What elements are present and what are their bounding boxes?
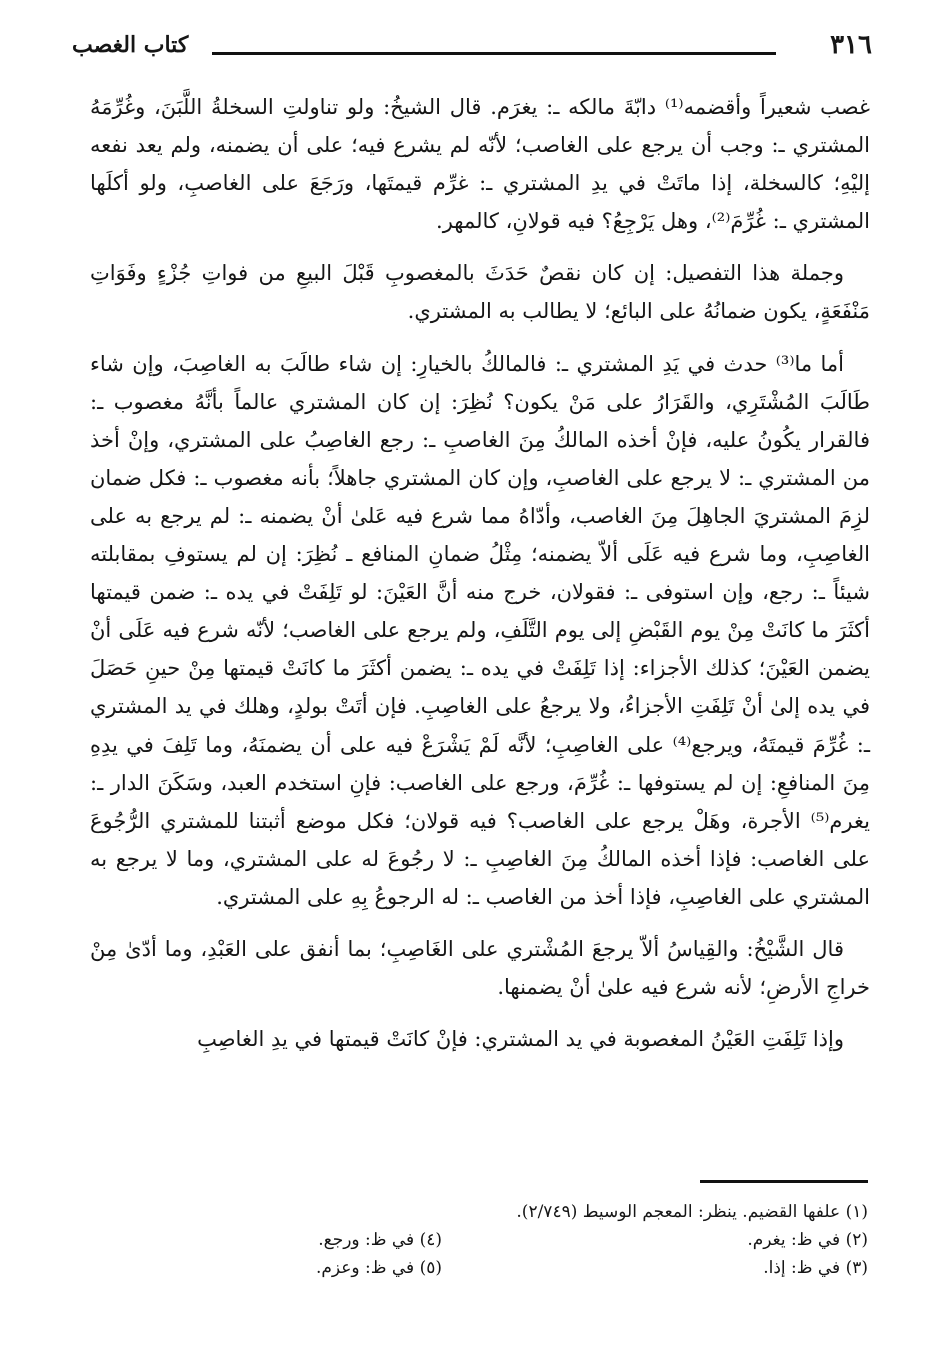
paragraph-2: وجملة هذا التفصيل: إن كان نقصٌ حَدَثَ بالمغصوبِ قَبْلَ البيعِ من فواتِ جُزْءٍ وفَوَاتِ مَنْفَعَةٍ، يكون ضمانُهُ على البائع؛ لا يطالب به المشتري. <box>90 261 870 324</box>
paragraph-1: غصب شعيراً وأقضمه⁽¹⁾ دابّةَ مالكه ـ: يغرَم. قال الشيخُ: ولو تناولتِ السخلةُ اللَّبَنَ، وغُرِّمَهُ المشتري ـ: وجب أن يرجع على الغاصب؛ لأنّه لم يشرع فيه؛ على أن يضمنه، ولم يعد نفعه إليْهِ؛ كالسخلة، إذا ماتَتْ في يدِ المشتري ـ: غرِّم قيمتَها، ورَجَعَ على الغاصبِ، ولو أكلَها المشتري ـ: غُرِّمَ⁽²⁾، وهل يَرْجِعُ؟ فيه قولانِ، كالمهر. <box>90 95 870 234</box>
footnote-rule <box>700 1180 868 1183</box>
main-text <box>90 88 870 1072</box>
page-number: ٣١٦ <box>830 30 872 60</box>
paragraph-3: أما ما⁽³⁾ حدث في يَدِ المشتري ـ: فالمالكُ بالخيارِ: إن شاء طالَبَ به الغاصِبَ، وإن شاء طَالَبَ المُشْتَرِي، والقَرَارُ على مَنْ يكون؟ نُظِرَ: إن كان المشتري عالماً بأنَّهُ مغصوب ـ: فالقرار يكُونُ عليه، فإنْ أخذه المالكُ مِنَ الغاصبِ ـ: رجع الغاصِبُ على المشتري، وإنْ أخذ من المشتري ـ: لا يرجع على الغاصبِ، وإن كان المشتري جاهلاً؛ بأنه مغصوب ـ: فكل ضمان لزِمَ المشتريَ الجاهِلَ مِنَ الغاصب، وأدّاهُ مما شرع فيه عَلىٰ أنْ يضمنه ـ: لم يرجع به على الغاصِبِ، وما شرع فيه عَلَى ألاّ يضمنه؛ مِثْلُ ضمانِ المنافع ـ نُظِرَ: إن لم يستوفِ بمقابلته شيئاً ـ: رجع، وإن استوفى ـ: فقولان، خرج منه أنَّ العَيْنَ: لو تَلِفَتْ في يده ـ: ضمن قيمتها أكثَرَ ما كانَتْ مِنْ يوم القَبْضِ إلى يوم التَّلَفِ، ولم يرجع على الغاصب؛ لأنّه شرع فيه عَلَى أنْ يضمن العَيْنَ؛ كذلك الأجزاء: إذا تَلِفَتْ في يده ـ: يضمن أكثَرَ ما كانَتْ قيمتها مِنْ حينِ حَصَلَ في يده إلىٰ أنْ تَلِفَتِ الأجزاءُ، ولا يرجعُ على الغاصِبِ. فإن أتَتْ بولدٍ، وهلك في يد المشتري ـ: غُرِّمَ قيمتَهُ، ويرجع⁽⁴⁾ على الغاصِبِ؛ لأنَّه لَمْ يَشْرَعْ فيه على أن يضمنَهُ، وما تَلِفَ في يدِهِ مِنَ المنافعِ: إن لم يستوفها ـ: غُرِّمَ، ورجع على الغاصب: فإنِ استخدم العبد، وسَكَنَ الدار ـ: يغرم⁽⁵⁾ الأجرة، وهَلْ يرجع على الغاصب؟ فيه قولان؛ فكل موضع أثبتنا للمشتري الرُّجُوعَ على الغاصب: فإذا أخذه المالكُ مِنَ الغاصِبِ ـ: لا رجُوعَ له على المشتري، وما لا يرجع به المشتري على الغاصِبِ، فإذا أخذ من الغاصب ـ: له الرجوعُ بِهِ على المشتري. <box>90 351 870 909</box>
footnotes-left-column <box>222 1226 442 1282</box>
header-rule <box>212 52 776 55</box>
footnote-3: (٣) في ظ: إذا. <box>763 1258 868 1278</box>
footnote-2: (٢) في ظ: يغرم. <box>747 1230 868 1250</box>
page-header <box>72 30 872 70</box>
footnote-5: (٥) في ظ: وعزم. <box>315 1258 442 1278</box>
running-title: كتاب الغصب <box>72 32 189 58</box>
footnote-4: (٤) في ظ: ورجع. <box>318 1230 442 1250</box>
footnotes-right-column <box>398 1198 868 1282</box>
paragraph-5: وإذا تَلِفَتِ العَيْنُ المغصوبة في يد المشتري: فإنْ كانَتْ قيمتها في يدِ الغاصِبِ <box>197 1027 844 1052</box>
paragraph-4: قال الشَّيْخُ: والقِياسُ ألاّ يرجعَ المُشْتري على الغَاصِبِ؛ بما أنفق على العَبْدِ، وما أدّىٰ مِنْ خراجِ الأرضِ؛ لأنه شرع فيه علىٰ أنْ يضمنها. <box>90 936 870 1000</box>
footnote-1: (١) علفها القضيم. ينظر: المعجم الوسيط (٢/٧٤٩). <box>516 1202 868 1222</box>
